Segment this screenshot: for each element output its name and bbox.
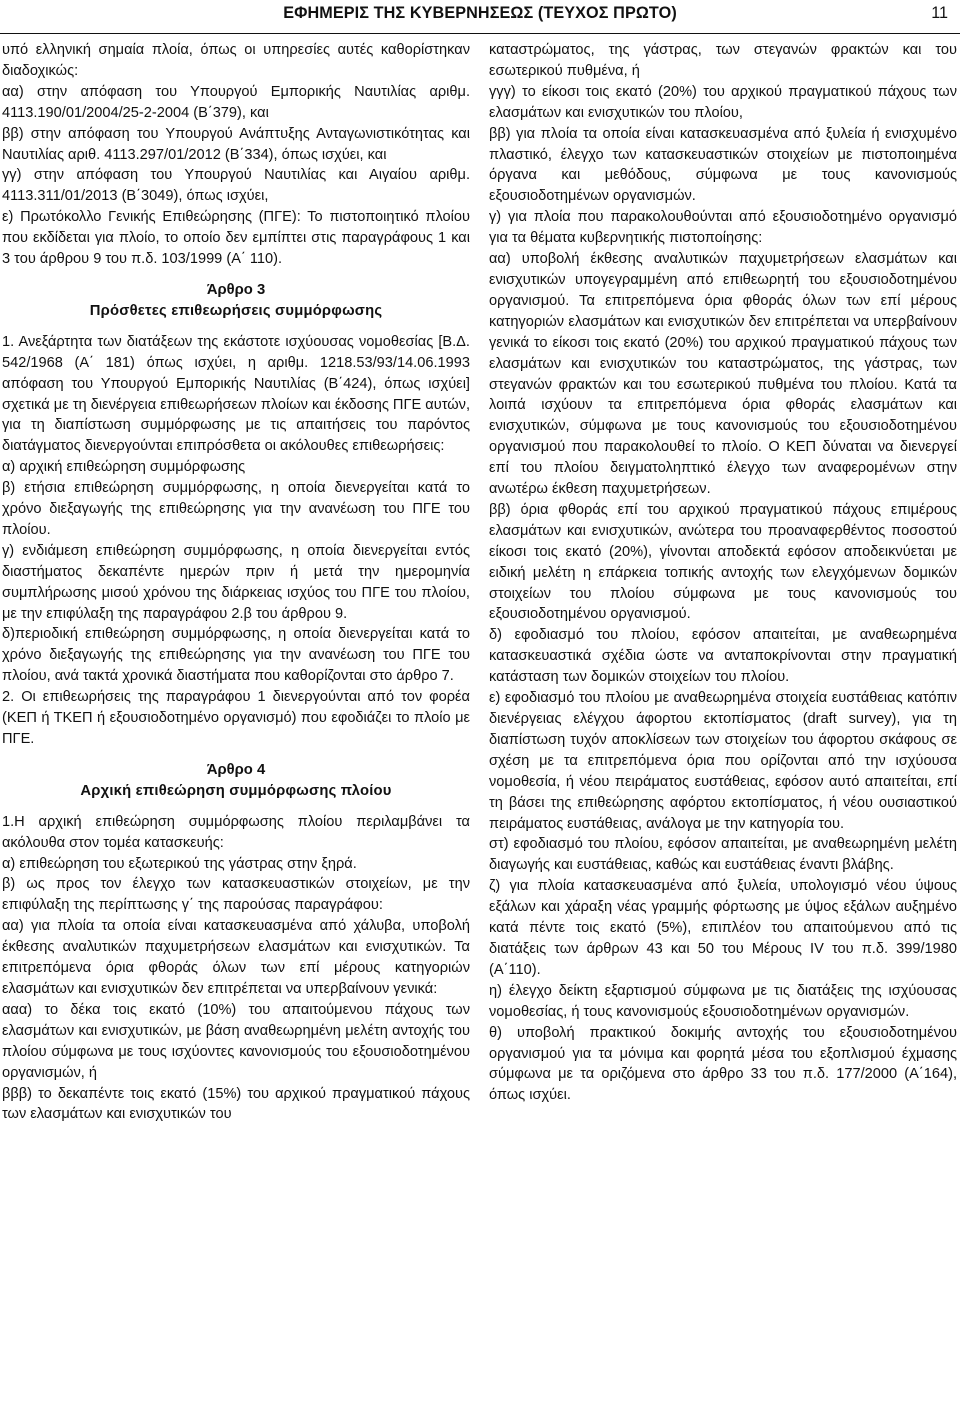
paragraph: γ) για πλοία που παρακολουθούνται από εξουσιοδοτημένο οργανισμό για τα θέματα κυβερνητικής πιστοποίησης: [489, 209, 957, 247]
article-4-title: Αρχική επιθεώρηση συμμόρφωσης πλοίου [80, 782, 392, 799]
paragraph: καταστρώματος, της γάστρας, των στεγανών φρακτών και του εσωτερικού πυθμένα, ή [489, 42, 957, 79]
paragraph: αα) για πλοία τα οποία είναι κατασκευασμένα από χάλυβα, υποβολή έκθεσης αναλυτικών παχυμετρήσεων ελασμάτων και ενισχυτικών. Τα επιτρεπόμενα όρια φθοράς όλων των επί μέρους κατηγοριών ελασμάτων και ενισχυτικών δεν επιτρέπεται να υπερβαίνουν γενικά: [2, 918, 470, 997]
paragraph: η) έλεγχο δείκτη εξαρτισμού σύμφωνα με τις διατάξεις της ισχύουσας νομοθεσίας, ή τους κανονισμούς εξουσιοδοτημένων οργανισμών. [489, 982, 957, 1020]
article-3-title: Πρόσθετες επιθεωρήσεις συμμόρφωσης [89, 302, 383, 319]
paragraph: ββ) για πλοία τα οποία είναι κατασκευασμένα από ξυλεία ή ενισχυμένο πλαστικό, έλεγχο των κατασκευαστικών στοιχείων με πιστοποιημένα όργανα και μεθόδους, σύμφωνα με τους κανονισμούς εξουσιοδοτημένων οργανισμών. [489, 125, 957, 205]
paragraph: α) επιθεώρηση του εξωτερικού της γάστρας στην ξηρά. [2, 855, 357, 872]
paragraph: ββ) στην απόφαση του Υπουργού Ανάπτυξης Ανταγωνιστικότητας και Ναυτιλίας αριθ. 4113.297/01/2012 (Β΄334), όπως ισχύει, και [2, 125, 470, 163]
paragraph: δ)περιοδική επιθεώρηση συμμόρφωσης, η οποία διενεργείται κατά το χρόνο διεξαγωγής της επιθεώρησης για την ανανέωση του ΠΓΕ του πλοίου, ανά τακτά χρονικά διαστήματα που καθορίζονται στο άρθρο 7. [2, 626, 470, 685]
paragraph: ββ) όρια φθοράς επί του αρχικού πραγματικού πάχους επιμέρους ελασμάτων και ενισχυτικών, ανώτερα του προαναφερθέντος ποσοστού είκοσι τοις εκατό (20%), γίνονται αποδεκτά εφόσον αποδεικνύεται με ειδική μελέτη η επάρκεια τοπικής αντοχής των ελεγχόμενων δομικών στοιχείων του πλοίου σύμφωνα με τους κανονισμούς του εξουσιοδοτημένου οργανισμού. [489, 501, 957, 623]
paragraph: αα) στην απόφαση του Υπουργού Εμπορικής Ναυτιλίας αριθμ. 4113.190/01/2004/25-2-2004 (Β΄379), και [2, 83, 470, 121]
paragraph: β) ως προς τον έλεγχο των κατασκευαστικών στοιχείων, με την επιφύλαξη της περίπτωσης γ΄ της παρούσας παραγράφου: [2, 876, 470, 914]
paragraph: ααα) το δέκα τοις εκατό (10%) του απαιτούμενου πάχους των ελασμάτων και ενισχυτικών, με βάση αναθεωρημένη μελέτη αντοχής του πλοίου σύμφωνα με τους ισχύοντες κανονισμούς του εξουσιοδοτημένου οργανισμών, ή [2, 1001, 470, 1081]
paragraph: ε) Πρωτόκολλο Γενικής Επιθεώρησης (ΠΓΕ): Το πιστοποιητικό πλοίου που εκδίδεται για πλοίο, το οποίο δεν εμπίπτει στις παραγράφους 1 και 3 του άρθρου 9 του π.δ. 103/1999 (Α΄ 110). [2, 209, 470, 268]
page-number: 11 [931, 4, 948, 22]
paragraph: 1. Ανεξάρτητα των διατάξεων της εκάστοτε ισχύουσας νομοθεσίας [Β.Δ. 542/1968 (Α΄ 181) όπως ισχύει, η αριθμ. 1218.53/93/14.06.1993 απόφαση του Υπουργού Εμπορικής Ναυτιλίας (Β΄424), όπως ισχύει] σχετικά με τη διενέργεια επιθεωρήσεων πλοίων και έκδοσης ΠΓΕ αυτών, για τη διαπίστωση συμμόρφωσης με τις απαιτήσεις του παρόντος διατάγματος διενεργούνται επιπρόσθετα οι ακόλουθες επιθεωρήσεις: [2, 333, 470, 455]
paragraph: θ) υποβολή πρακτικού δοκιμής αντοχής του εξουσιοδοτημένου οργανισμού για τα μόνιμα και φορητά μέσα του εξοπλισμού έχμασης σύμφωνα με τα οριζόμενα στο άρθρο 33 του π.δ. 177/2000 (Α΄164), όπως ισχύει. [489, 1024, 957, 1104]
paragraph: 2. Οι επιθεωρήσεις της παραγράφου 1 διενεργούνται από τον φορέα (ΚΕΠ ή ΤΚΕΠ ή εξουσιοδοτημένο οργανισμό) που εφοδιάζει το πλοίο με ΠΓΕ. [2, 689, 470, 747]
paragraph: ζ) για πλοία κατασκευασμένα από ξυλεία, υπολογισμό νέου ύψους εξάλων και χάραξη νέας γραμμής φόρτωσης με ύψος εξάλων αυξημένο κατά πέντε τοις εκατό (5%), επιπλέον του απαιτούμενου από τις διατάξεις των άρθρων 43 και 50 του Μέρους IV του π.δ. 399/1980 (Α΄110). [489, 878, 957, 978]
paragraph: βββ) το δεκαπέντε τοις εκατό (15%) του αρχικού πραγματικού πάχους των ελασμάτων και ενισχυτικών του [2, 1085, 470, 1123]
paragraph: υπό ελληνική σημαία πλοία, όπως οι υπηρεσίες αυτές καθορίστηκαν διαδοχικώς: [2, 42, 470, 79]
header-divider [0, 33, 960, 34]
paragraph: β) ετήσια επιθεώρηση συμμόρφωσης, η οποία διενεργείται κατά το χρόνο διεξαγωγής της επιθεώρησης για την ανανέωση του ΠΓΕ του πλοίου. [2, 480, 470, 538]
paragraph: γ) ενδιάμεση επιθεώρηση συμμόρφωσης, η οποία διενεργείται εντός διαστήματος δεκαπέντε ημερών πριν ή μετά την ημερομηνία συμπλήρωσης μισού χρόνου της διάρκειας ισχύος του ΠΓΕ του πλοίου, με την επιφύλαξη της παραγράφου 2.β του άρθρου 9. [2, 542, 470, 622]
paragraph: γγγ) το είκοσι τοις εκατό (20%) του αρχικού πραγματικού πάχους των ελασμάτων και ενισχυτικών του πλοίου, [489, 83, 957, 121]
paragraph: α) αρχική επιθεώρηση συμμόρφωσης [2, 459, 246, 476]
paragraph: αα) υποβολή έκθεσης αναλυτικών παχυμετρήσεων ελασμάτων και ενισχυτικών υπογεγραμμένη από επιθεωρητή του εξουσιοδοτημένου οργανισμού. Τα επιτρεπόμενα όρια φθοράς όλων των επί μέρους κατηγοριών ελασμάτων και ενισχυτικών δεν επιτρέπεται να υπερβαίνουν γενικά το είκοσι τοις εκατό (20%) του αρχικού πραγματικού πάχους των ελασμάτων και ενισχυτικών του καταστρώματος, της γάστρας, των στεγανών φρακτών και του εσωτερικού πυθμένα του πλοίου. Κατά τα λοιπά ισχύουν τα επιτρεπόμενα όρια φθοράς ελασμάτων και ενισχυτικών, σύμφωνα με τους κανονισμούς του εξουσιοδοτημένου οργανισμού που παρακολουθεί το πλοίο. Ο ΚΕΠ δύναται να διενεργεί επί του πλοίου δειγματοληπτικό έλεγχο των αναφερομένων στην ανωτέρω έκθεση παχυμετρήσεων. [489, 251, 957, 498]
paragraph: δ) εφοδιασμό του πλοίου, εφόσον απαιτείται, με αναθεωρημένα κατασκευαστικά σχέδια ώστε να ανταποκρίνονται στην πραγματική κατάσταση των δομικών στοιχείων του πλοίου. [489, 627, 957, 686]
right-column [489, 40, 957, 1425]
page-header [0, 0, 960, 30]
paragraph: στ) εφοδιασμό του πλοίου, εφόσον απαιτείται, με αναθεωρημένη μελέτη διαγωγής και ευστάθειας, καθώς και ευστάθειας έναντι βλάβης. [489, 836, 957, 874]
gazette-title: ΕΦΗΜΕΡΙΣ ΤΗΣ ΚΥΒΕΡΝΗΣΕΩΣ (ΤΕΥΧΟΣ ΠΡΩΤΟ) [283, 4, 677, 22]
left-column [2, 40, 470, 1425]
paragraph: ε) εφοδιασμό του πλοίου με αναθεωρημένα στοιχεία ευστάθειας κατόπιν διενέργειας ελέγχου άφορτου εκτοπίσματος (draft survey), για τη διαπίστωση τυχόν αποκλίσεων των στοιχείων του άφορτου σκάφους σε σχέση με τα επιτρεπόμενα όρια που ορίζονται από την ισχύουσα νομοθεσία, ή νέου πειράματος ευστάθειας, εφόσον αυτό απαιτείται, επί τη βάσει της επιθεώρησης αφόρτου εκτοπίσματος, ή νέου ουσιαστικού πειράματος ευστάθειας, ανάλογα με την κατηγορία του. [489, 690, 957, 832]
paragraph: 1.Η αρχική επιθεώρηση συμμόρφωσης πλοίου περιλαμβάνει τα ακόλουθα στον τομέα κατασκευής: [2, 813, 470, 851]
article-3-number: Άρθρο 3 [206, 281, 266, 298]
paragraph: γγ) στην απόφαση του Υπουργού Ναυτιλίας και Αιγαίου αριθμ. 4113.311/01/2013 (Β΄3049), όπως ισχύει, [2, 167, 470, 205]
article-4-number: Άρθρο 4 [206, 761, 266, 778]
